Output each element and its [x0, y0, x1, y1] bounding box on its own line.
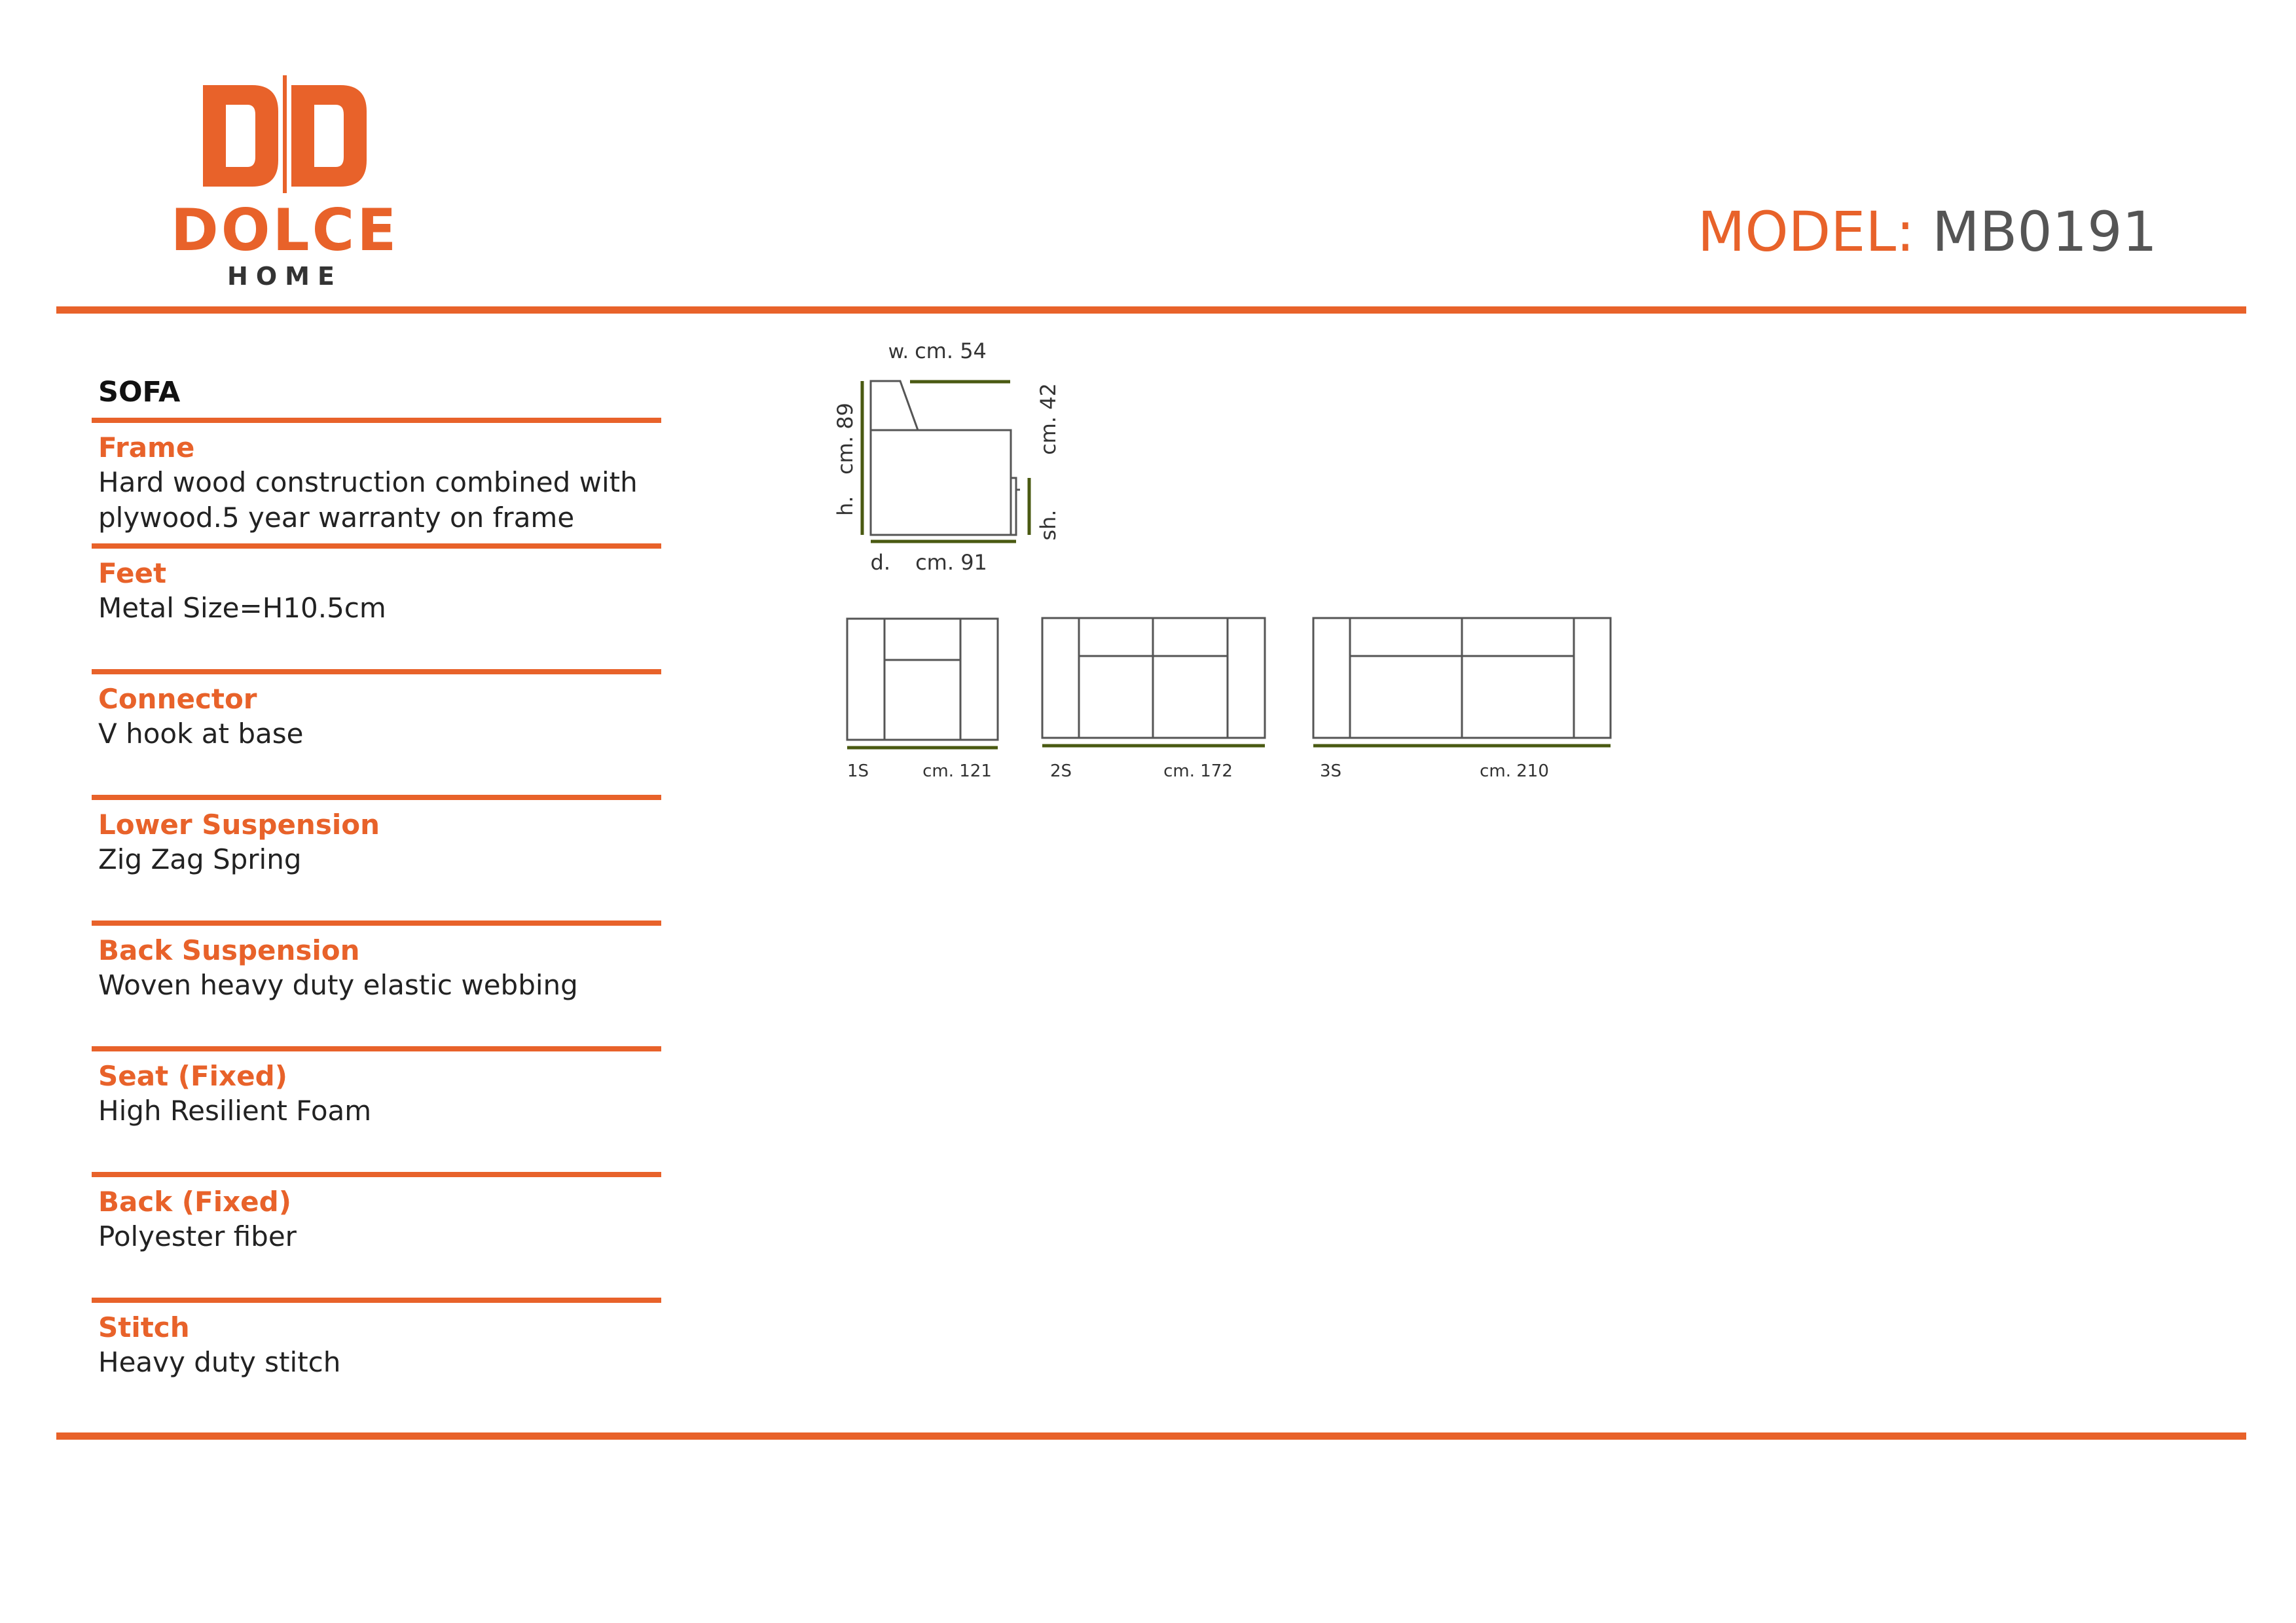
- spec-label: Back Suspension: [98, 934, 360, 966]
- side-back-outline: [871, 381, 918, 430]
- width-value: cm. 54: [915, 338, 987, 363]
- variant-3s-code: 3S: [1320, 761, 1342, 781]
- width-prefix: w.: [888, 340, 909, 363]
- spec-value-line: Woven heavy duty elastic webbing: [98, 969, 578, 1001]
- dimension-lines: [862, 381, 1029, 541]
- spec-divider: [92, 1298, 661, 1303]
- spec-frame: [92, 418, 661, 536]
- spec-label: Connector: [98, 683, 257, 715]
- brand-logo-mark: [190, 72, 380, 196]
- variant-1s-code: 1S: [847, 761, 869, 781]
- spec-label: Lower Suspension: [98, 809, 380, 841]
- spec-lower-suspension: [92, 795, 661, 877]
- variant-1s-width: cm. 121: [922, 761, 992, 781]
- spec-value-line: High Resilient Foam: [98, 1095, 372, 1127]
- spec-value-line: Metal Size=H10.5cm: [98, 592, 386, 624]
- model-heading: [1698, 200, 2157, 264]
- depth-prefix: d.: [870, 550, 890, 575]
- spec-divider: [92, 921, 661, 926]
- model-number: MB0191: [1932, 200, 2157, 264]
- spec-value-line: Heavy duty stitch: [98, 1346, 341, 1378]
- spec-value-line: Zig Zag Spring: [98, 843, 302, 875]
- side-seat-block: [871, 430, 1011, 535]
- variant-2s-width: cm. 172: [1163, 761, 1233, 781]
- brand-logo: [170, 72, 399, 291]
- variant-3s-width: cm. 210: [1480, 761, 1549, 781]
- brand-name: DOLCE: [170, 196, 399, 264]
- spec-feet: [92, 543, 661, 626]
- spec-label: Feet: [98, 557, 167, 589]
- height-prefix: h.: [833, 496, 858, 516]
- spec-divider: [92, 418, 661, 423]
- spec-label: Seat (Fixed): [98, 1060, 287, 1092]
- product-title: SOFA: [98, 376, 181, 409]
- spec-back: [92, 1172, 661, 1254]
- header-divider: [56, 306, 2246, 314]
- variant-1s-drawing: [847, 619, 998, 740]
- spec-label: Stitch: [98, 1311, 190, 1343]
- spec-stitch: [92, 1298, 661, 1380]
- spec-divider: [92, 669, 661, 674]
- spec-value-line: Polyester fiber: [98, 1220, 297, 1252]
- spec-label: Back (Fixed): [98, 1186, 291, 1218]
- spec-divider: [92, 1172, 661, 1177]
- spec-divider: [92, 795, 661, 800]
- spec-value-line: plywood.5 year warranty on frame: [98, 501, 575, 534]
- spec-divider: [92, 1046, 661, 1051]
- technical-drawings: [805, 331, 1630, 802]
- variant-2s-code: 2S: [1050, 761, 1072, 781]
- depth-value: cm. 91: [915, 550, 987, 575]
- spec-label: Frame: [98, 431, 195, 464]
- footer-divider: [56, 1432, 2246, 1440]
- spec-connector: [92, 669, 661, 752]
- variant-2s-drawing: [1042, 618, 1265, 738]
- side-profile-drawing: [871, 381, 1020, 535]
- spec-divider: [92, 543, 661, 549]
- seat-height-value: cm. 42: [1036, 383, 1061, 455]
- height-value: cm. 89: [833, 403, 858, 475]
- seat-height-prefix: sh.: [1036, 509, 1061, 541]
- spec-seat: [92, 1046, 661, 1129]
- spec-back-suspension: [92, 921, 661, 1003]
- spec-value-line: Hard wood construction combined with: [98, 466, 638, 498]
- spec-value-line: V hook at base: [98, 718, 304, 750]
- brand-tagline: HOME: [227, 262, 342, 291]
- variant-3s-drawing: [1313, 618, 1611, 738]
- model-label: MODEL:: [1697, 200, 1915, 264]
